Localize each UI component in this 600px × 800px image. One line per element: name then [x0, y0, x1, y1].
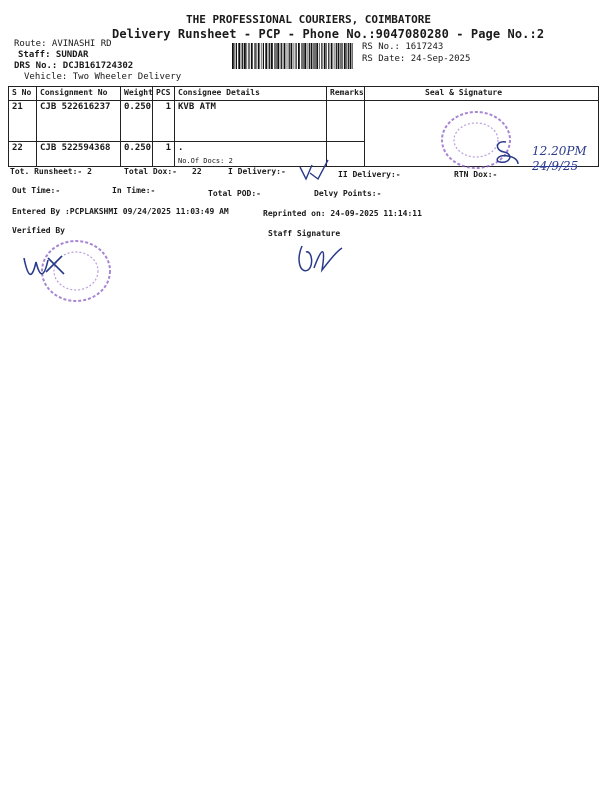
col-pcs: PCS [153, 87, 175, 101]
handwritten-signature [488, 138, 522, 168]
i-delivery: I Delivery:- [228, 167, 286, 176]
out-time: Out Time:- [12, 186, 61, 195]
docs-count: No.Of Docs: 2 [178, 157, 233, 165]
barcode-bar [258, 43, 260, 69]
barcode-bar [316, 43, 318, 69]
barcode-bar [275, 43, 276, 69]
ii-delivery: II Delivery:- [338, 170, 401, 179]
barcode-bar [301, 43, 302, 69]
barcode-bar [331, 43, 333, 69]
barcode-bar [255, 43, 256, 69]
barcode-bar [241, 43, 242, 69]
barcode-bar [284, 43, 286, 69]
barcode-bar [251, 43, 253, 69]
vehicle-label: Vehicle: Two Wheeler Delivery [24, 72, 182, 82]
barcode-bar [232, 43, 234, 69]
barcode-bar [338, 43, 340, 69]
col-weight: Weight [121, 87, 153, 101]
barcode-bar [287, 43, 288, 69]
barcode-bar [341, 43, 342, 69]
barcode-bar [248, 43, 249, 69]
delivery-mark [296, 157, 332, 183]
barcode-bar [348, 43, 349, 69]
barcode-bar [254, 43, 255, 69]
barcode-bar [294, 43, 295, 69]
tot-runsheet: Tot. Runsheet:- 2 [10, 167, 92, 176]
barcode-bar [344, 43, 346, 69]
barcode-bar [289, 43, 290, 69]
barcode-bar [334, 43, 335, 69]
col-remarks: Remarks [327, 87, 365, 101]
table-header-row [9, 87, 599, 101]
cell-remarks [327, 142, 365, 167]
staff-label: Staff: SUNDAR [18, 50, 89, 60]
barcode-bar [263, 43, 264, 69]
barcode-bar [313, 43, 314, 69]
barcode-bar [274, 43, 275, 69]
col-consignee: Consignee Details [175, 87, 327, 101]
handwritten-date: 24/9/25 [532, 159, 579, 173]
barcode-bar [265, 43, 267, 69]
col-sno: S No [9, 87, 37, 101]
cell-pcs: 1 [153, 101, 175, 142]
delvy-points: Delvy Points:- [314, 189, 382, 198]
barcode-bar [242, 43, 243, 69]
barcode-bar [236, 43, 237, 69]
barcode-bar [336, 43, 337, 69]
barcode-bar [309, 43, 310, 69]
barcode-bar [302, 43, 303, 69]
company-name: THE PROFESSIONAL COURIERS, COIMBATORE [186, 13, 432, 26]
rs-date: RS Date: 24-Sep-2025 [362, 54, 471, 64]
barcode-bar [238, 43, 240, 69]
cell-sno: 22 [9, 142, 37, 167]
cell-consignment: CJB 522616237 [37, 101, 121, 142]
rs-number: RS No.: 1617243 [362, 42, 444, 52]
cell-consignment: CJB 522594368 [37, 142, 121, 167]
barcode-bar [319, 43, 320, 69]
barcode-bar [268, 43, 269, 69]
barcode-bar [244, 43, 246, 69]
verified-by-label: Verified By [12, 226, 65, 235]
rtn-dox: RTN Dox:- [454, 170, 498, 179]
barcode-bar [304, 43, 306, 69]
barcode-bar [352, 43, 353, 69]
entered-by: Entered By :PCPLAKSHMI 09/24/2025 11:03:49 AM [12, 207, 229, 216]
barcode-bar [324, 43, 326, 69]
barcode-bar [281, 43, 282, 69]
total-pod: Total POD:- [208, 189, 261, 198]
barcode-bar [321, 43, 322, 69]
barcode-bar [296, 43, 297, 69]
barcode-bar [247, 43, 248, 69]
barcode-bar [328, 43, 329, 69]
barcode-bar [277, 43, 279, 69]
consignee-text: . [178, 143, 184, 153]
col-seal: Seal & Signature [365, 87, 599, 101]
cell-consignee: KVB ATM [175, 101, 327, 142]
cell-remarks [327, 101, 365, 142]
barcode [231, 43, 356, 69]
drs-value: DCJB161724302 [62, 61, 134, 71]
col-consignment: Consignment No [37, 87, 121, 101]
reprinted-on: Reprinted on: 24-09-2025 11:14:11 [263, 209, 422, 218]
barcode-bar [271, 43, 273, 69]
runsheet-title: Delivery Runsheet - PCP - Phone No.:9047080280 - Page No.:2 [112, 27, 545, 41]
barcode-bar [298, 43, 300, 69]
drs-number [14, 61, 133, 71]
barcode-bar [311, 43, 313, 69]
total-dox: Total Dox:- [124, 167, 177, 176]
in-time: In Time:- [112, 186, 156, 195]
barcode-bar [261, 43, 262, 69]
barcode-bar [350, 43, 352, 69]
barcode-bar [235, 43, 236, 69]
staff-signature-label: Staff Signature [268, 229, 341, 238]
cell-pcs: 1 [153, 142, 175, 167]
barcode-bar [269, 43, 270, 69]
barcode-bar [346, 43, 347, 69]
barcode-bar [280, 43, 281, 69]
barcode-bar [291, 43, 293, 69]
handwritten-time: 12.20PM [532, 144, 587, 158]
route-label: Route: AVINASHI RD [14, 39, 112, 49]
barcode-bar [326, 43, 327, 69]
staff-signature [292, 240, 348, 280]
cell-weight: 0.250 [121, 101, 153, 142]
barcode-bar [314, 43, 315, 69]
barcode-bar [340, 43, 341, 69]
drs-label: DRS No.: [14, 61, 58, 71]
cell-weight: 0.250 [121, 142, 153, 167]
cell-sno: 21 [9, 101, 37, 142]
total-dox-value: 22 [192, 167, 202, 176]
verified-stamp [18, 238, 114, 304]
barcode-bar [307, 43, 308, 69]
